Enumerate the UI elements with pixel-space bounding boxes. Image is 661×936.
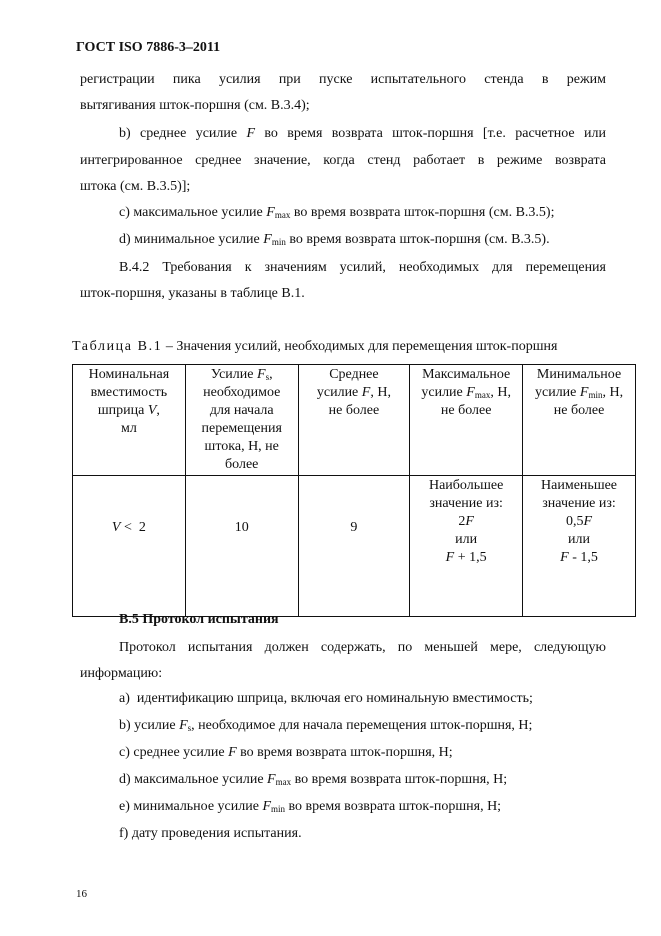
cell-volume: V < 2 (73, 476, 186, 617)
list-item-c: c) среднее усилие F во время возврата шток-поршня, Н; (119, 745, 453, 760)
paragraph-line: вытягивания шток-поршня (см. В.3.4); (80, 98, 310, 113)
b5-line2: информацию: (80, 666, 163, 681)
cell-mean-force: 9 (298, 476, 410, 617)
list-item-d: d) максимальное усилие $F_{max}$ во время возврата шток-поршня, Н; (119, 772, 508, 787)
forces-table (72, 364, 636, 617)
page-number: 16 (76, 888, 87, 900)
cell-max-force: Наибольшее значение из: 2F или F + 1,5 (410, 476, 523, 617)
table-caption: Таблица В.1 – Значения усилий, необходимых для перемещения шток-поршня (72, 339, 558, 354)
header-cell-start-force: Усилие $F_s$, необходимое для начала перемещения штока, Н, не более (185, 365, 298, 476)
table-row (73, 476, 636, 617)
list-item-e: e) минимальное усилие $F_{min}$ во время возврата шток-поршня, Н; (119, 799, 502, 814)
item-d-line: d) минимальное усилие $F_{min}$ во время возврата шток-поршня (см. В.3.5). (119, 232, 550, 247)
list-item-b: b) усилие $F_s$, необходимое для начала перемещения шток-поршня, Н; (119, 718, 533, 733)
item-b-line3: штока (см. В.3.5)]; (80, 179, 191, 194)
b5-line1: Протокол испытания должен содержать, по меньшей мере, следующую (119, 640, 606, 655)
clause-b42-line1: В.4.2 Требования к значениям усилий, необходимых для перемещения (119, 260, 606, 275)
section-heading: В.5 Протокол испытания (119, 612, 279, 627)
document-header: ГОСТ ISO 7886-3–2011 (76, 40, 221, 55)
header-cell-min-force: Минимальное усилие $F_{min}$, Н, не более (523, 365, 636, 476)
clause-b42-line2: шток-поршня, указаны в таблице В.1. (80, 286, 305, 301)
list-item-a: a) идентификацию шприца, включая его номинальную вместимость; (119, 691, 533, 706)
item-c-line: c) максимальное усилие $F_{max}$ во время возврата шток-поршня (см. В.3.5); (119, 205, 555, 220)
cell-start-force: 10 (185, 476, 298, 617)
header-cell-volume: Номинальная вместимость шприца V, мл (73, 365, 186, 476)
item-b-line2: интегрированное среднее значение, когда стенд работает в режиме возврата (80, 153, 606, 168)
paragraph-line: регистрации пика усилия при пуске испытательного стенда в режим (80, 72, 606, 87)
header-cell-max-force: Максимальное усилие $F_{max}$, Н, не более (410, 365, 523, 476)
item-b-line1: b) среднее усилие F во время возврата шток-поршня [т.е. расчетное или (119, 126, 606, 141)
list-item-f: f) дату проведения испытания. (119, 826, 302, 841)
header-cell-mean-force: Среднее усилие F, Н, не более (298, 365, 410, 476)
cell-min-force: Наименьшее значение из: 0,5F или F - 1,5 (523, 476, 636, 617)
table-header-row (73, 365, 636, 476)
